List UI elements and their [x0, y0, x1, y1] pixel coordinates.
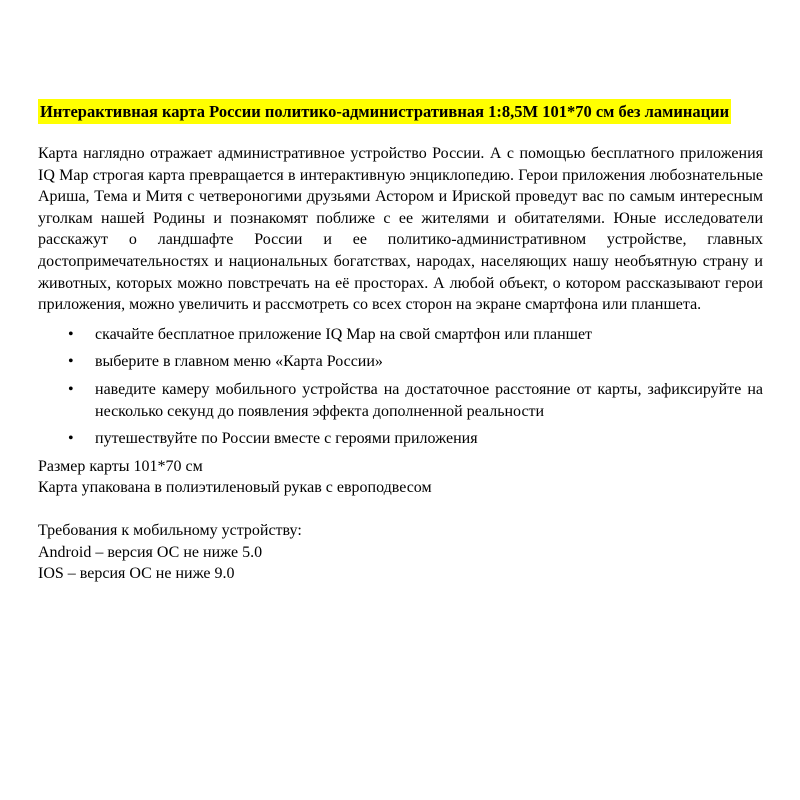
instruction-item: • путешествуйте по России вместе с героями приложения [95, 428, 763, 450]
requirement-android: Android – версия ОС не ниже 5.0 [38, 543, 263, 561]
map-size-line: Размер карты 101*70 см [38, 457, 203, 475]
packaging-line: Карта упакована в полиэтиленовый рукав с европодвесом [38, 479, 432, 497]
instruction-item: • наведите камеру мобильного устройства на достаточное расстояние от карты, зафиксируйте на несколько секунд до появления эффекта дополненной реальности [95, 379, 763, 422]
product-title [38, 101, 763, 123]
requirements-heading: Требования к мобильному устройству: [38, 522, 302, 540]
title-highlight: Интерактивная карта России политико-административная 1:8,5М 101*70 см без ламинации [38, 99, 731, 124]
description-paragraph: Карта наглядно отражает административное устройство России. А с помощью бесплатного приложения IQ Map строгая карта превращается в интерактивную энциклопедию. Герои приложения любознательные Ариша, Тема и Митя с четвероногими друзьями Астором и Ириской проведут вас по самым интересным уголкам нашей Родины и познакомят поближе с ее жителями и обитателями. Юные исследователи расскажут о ландшафте России и ее политико-административном устройстве, главных достопримечательностях и национальных богатствах, народах, населяющих нашу необъятную страну и животных, которых можно повстречать на её просторах. А любой объект, о котором рассказывают герои приложения, можно увеличить и рассмотреть со всех сторон на экране смартфона или планшета. [38, 145, 763, 314]
instruction-item: • выберите в главном меню «Карта России» [95, 351, 763, 373]
instructions-list [38, 324, 763, 450]
instruction-item: • скачайте бесплатное приложение IQ Map на свой смартфон или планшет [95, 324, 763, 346]
requirement-ios: IOS – версия ОС не ниже 9.0 [38, 565, 235, 583]
